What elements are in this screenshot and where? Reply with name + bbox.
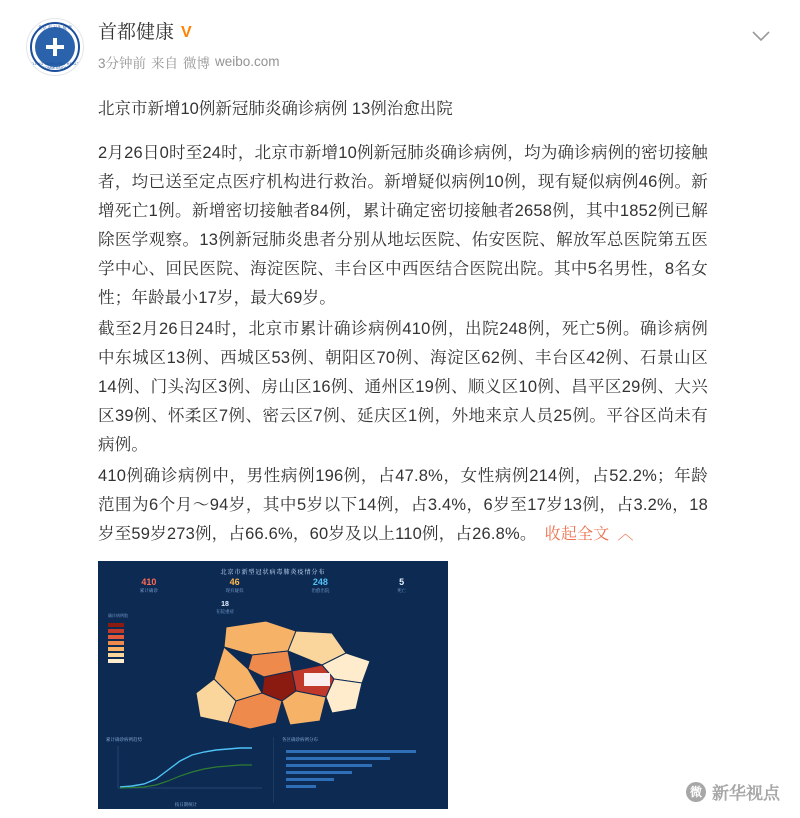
image-stat-suspected-label: 现有疑似 bbox=[225, 588, 244, 594]
avatar-top-text: 北京市卫生健康 bbox=[37, 25, 73, 30]
image-stat-severe-value: 18 bbox=[221, 601, 229, 609]
image-stat-severe-label: 在院重症 bbox=[216, 609, 234, 615]
avatar[interactable] bbox=[26, 18, 84, 76]
post-paragraph-1: 2月26日0时至24时，北京市新增10例新冠肺炎确诊病例，均为确诊病例的密切接触者，均已送至定点医疗机构进行救治。新增疑似病例10例，现有疑似病例46例。新增死亡1例。新增密切接触者84例，累计确定密切接触者2658例，其中1852例已解除医学观察。13例新冠肺炎患者分别从地坛医院、佑安医院、解放军总医院第五医学中心、回民医院、海淀医院、丰台区中西医结合医院出院。其中5名男性，8名女性；年龄最小17岁，最大69岁。 bbox=[98, 144, 708, 308]
image-chart-title: 北京市新型冠状病毒肺炎疫情分布 bbox=[220, 570, 326, 577]
image-stat-confirmed-label: 累计确诊 bbox=[139, 588, 158, 594]
watermark bbox=[686, 779, 780, 804]
post-header-text bbox=[98, 18, 774, 72]
weibo-logo-icon: 微 bbox=[686, 782, 706, 802]
image-stat-suspected bbox=[226, 577, 244, 594]
image-stat-recovered-value: 248 bbox=[312, 577, 328, 588]
image-stat-recovered bbox=[311, 577, 329, 594]
image-content bbox=[98, 561, 448, 809]
account-name-row bbox=[98, 22, 774, 45]
post-body bbox=[98, 139, 708, 549]
image-bar-chart bbox=[282, 737, 440, 803]
image-stat-confirmed-value: 410 bbox=[141, 577, 157, 588]
post-header bbox=[26, 18, 774, 76]
legend-swatch-4 bbox=[108, 641, 124, 645]
watermark-text: 新华视点 bbox=[712, 784, 780, 803]
image-legend-caption: 确诊病例数 bbox=[108, 613, 128, 619]
post-title: 北京市新增10例新冠肺炎确诊病例 13例治愈出院 bbox=[98, 100, 453, 118]
avatar-bottom-text: BEIJING MUNICIPAL HEALTH COMMISSION bbox=[28, 62, 82, 70]
image-line-chart bbox=[106, 737, 266, 808]
legend-swatch-5 bbox=[108, 647, 124, 651]
post-paragraph-3-text: 410例确诊病例中，男性病例196例，占47.8%，女性病例214例，占52.2%；年龄范围为6个月～94岁，其中5岁以下14例，占3.4%，6岁至17岁13例，占3.2%，18岁至59岁273例，占66.6%，60岁及以上110例，占26.8%。 bbox=[98, 467, 708, 544]
account-name[interactable]: 首都健康 bbox=[98, 22, 175, 43]
post-image[interactable] bbox=[98, 561, 448, 809]
verified-badge-icon: V bbox=[181, 24, 192, 42]
image-stat-deaths bbox=[397, 577, 406, 594]
image-stat-confirmed bbox=[140, 577, 158, 594]
image-line-chart-axis-caption: 按日期统计 bbox=[174, 802, 198, 808]
source-name[interactable]: 微博 bbox=[183, 55, 211, 71]
image-line-chart-svg bbox=[106, 744, 266, 796]
image-map bbox=[156, 617, 396, 745]
legend-swatch-7 bbox=[108, 659, 124, 663]
image-stat-suspected-value: 46 bbox=[229, 577, 240, 588]
post-timestamp[interactable]: 3分钟前 bbox=[98, 55, 147, 71]
source-label: 来自 bbox=[151, 55, 179, 71]
post-meta bbox=[98, 52, 774, 72]
image-stat-row bbox=[106, 577, 440, 594]
post-paragraph-2: 截至2月26日24时，北京市累计确诊病例410例，出院248例，死亡5例。确诊病例中东城区13例、西城区53例、朝阳区70例、海淀区62例、丰台区42例、石景山区14例、门头沟区3例、房山区16例、通州区19例、顺义区10例、昌平区29例、大兴区39例、怀柔区7例、密云区7例、延庆区1例，外地来京人员25例。平谷区尚未有病例。 bbox=[98, 320, 708, 455]
image-bar-chart-svg bbox=[282, 744, 440, 796]
image-stat-severe bbox=[216, 601, 234, 615]
legend-swatch-3 bbox=[108, 635, 124, 639]
image-stat-deaths-value: 5 bbox=[399, 577, 405, 588]
legend-swatch-2 bbox=[108, 629, 124, 633]
chevron-up-icon: ︿ bbox=[617, 526, 634, 544]
source-domain[interactable]: weibo.com bbox=[215, 54, 280, 70]
collapse-full-text-button[interactable] bbox=[545, 526, 634, 543]
legend-swatch-1 bbox=[108, 623, 124, 627]
post-paragraph-3 bbox=[98, 462, 708, 549]
image-stat-recovered-label: 治愈出院 bbox=[311, 588, 330, 594]
image-line-chart-caption: 累计确诊病例趋势 bbox=[106, 737, 142, 743]
image-panel-divider bbox=[273, 737, 274, 803]
legend-swatch-6 bbox=[108, 653, 124, 657]
collapse-label: 收起全文 bbox=[544, 526, 610, 544]
image-legend bbox=[108, 613, 128, 663]
chevron-down-icon[interactable] bbox=[748, 26, 774, 46]
image-stat-deaths-label: 死亡 bbox=[397, 588, 407, 594]
avatar-cross-horizontal bbox=[46, 45, 64, 49]
image-bar-chart-caption: 各区确诊病例分布 bbox=[282, 737, 318, 743]
